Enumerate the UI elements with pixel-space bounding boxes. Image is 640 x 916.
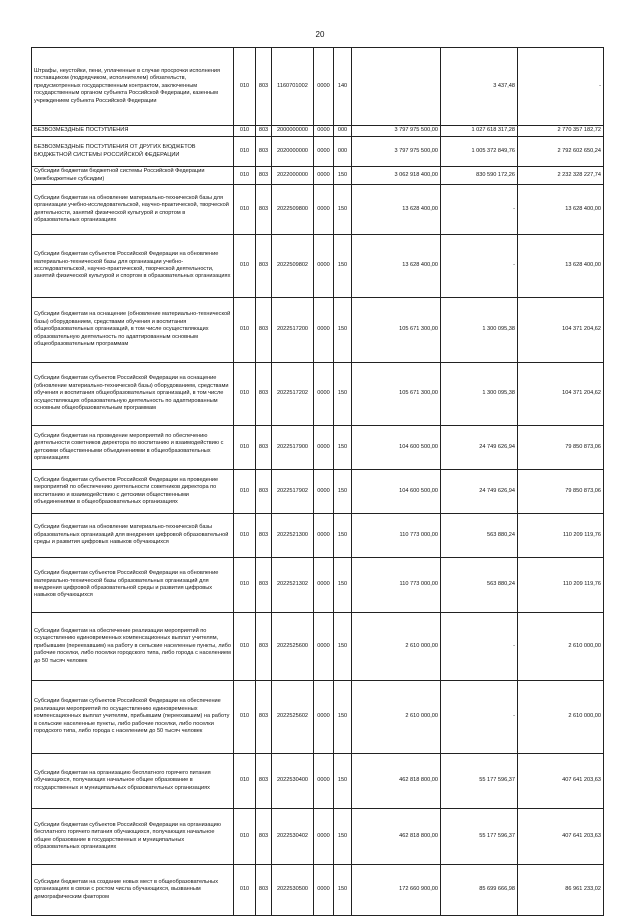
amount-executed: 1 300 095,38 (441, 298, 518, 363)
amount-approved: 13 628 400,00 (352, 235, 441, 298)
amount-unexecuted: 110 209 119,76 (518, 558, 604, 613)
code-program: 0000 (314, 48, 334, 126)
amount-executed: 85 699 666,98 (441, 865, 518, 916)
amount-approved: 104 600 500,00 (352, 426, 441, 470)
code-chapter: 803 (256, 865, 272, 916)
amount-unexecuted: 2 232 328 227,74 (518, 167, 604, 185)
amount-executed: 55 177 596,37 (441, 809, 518, 865)
code-chapter: 803 (256, 470, 272, 514)
code-program: 0000 (314, 298, 334, 363)
amount-approved: 462 818 800,00 (352, 754, 441, 809)
row-name: Субсидии бюджетам субъектов Российской Федерации на проведение мероприятий по обеспечению деятельности советников директора по воспитанию и взаимодействию с детскими общественными объединениями в общеобразовательных организациях (32, 470, 234, 514)
code-economic: 150 (334, 167, 352, 185)
amount-unexecuted: 2 610 000,00 (518, 613, 604, 681)
code-chapter: 803 (256, 514, 272, 558)
code-economic: 150 (334, 613, 352, 681)
code-kbk: 1160701002 (272, 48, 314, 126)
code-economic: 000 (334, 126, 352, 137)
row-name: Субсидии бюджетам на обеспечение реализации мероприятий по осуществлению единовременных компенсационных выплат учителям, прибывшим (переехавшим) на работу в сельские населенные пункты, либо рабочие поселки, либо поселки городского типа, либо города с населением до 50 тысяч человек (32, 613, 234, 681)
code-program: 0000 (314, 185, 334, 235)
code-kbk: 2022517200 (272, 298, 314, 363)
code-kbk: 2022525602 (272, 681, 314, 754)
amount-executed: 1 300 095,38 (441, 363, 518, 426)
code-program: 0000 (314, 363, 334, 426)
code-kbk: 2022509802 (272, 235, 314, 298)
code-economic: 150 (334, 235, 352, 298)
code-admin: 010 (234, 754, 256, 809)
code-chapter: 803 (256, 167, 272, 185)
amount-executed: - (441, 185, 518, 235)
code-chapter: 803 (256, 809, 272, 865)
table-row (32, 126, 604, 137)
code-program: 0000 (314, 681, 334, 754)
code-kbk: 2020000000 (272, 137, 314, 167)
amount-executed: 563 880,24 (441, 558, 518, 613)
code-economic: 150 (334, 754, 352, 809)
amount-unexecuted: 86 961 233,02 (518, 865, 604, 916)
amount-executed: 55 177 596,37 (441, 754, 518, 809)
amount-unexecuted: 2 792 602 650,24 (518, 137, 604, 167)
code-kbk: 2022521300 (272, 514, 314, 558)
amount-unexecuted: 407 641 203,63 (518, 754, 604, 809)
amount-unexecuted: - (518, 48, 604, 126)
code-kbk: 2022509800 (272, 185, 314, 235)
code-program: 0000 (314, 126, 334, 137)
table-row (32, 167, 604, 185)
table-row (32, 426, 604, 470)
table-row (32, 470, 604, 514)
code-admin: 010 (234, 613, 256, 681)
amount-unexecuted: 13 628 400,00 (518, 235, 604, 298)
amount-unexecuted: 2 770 357 182,72 (518, 126, 604, 137)
page-number: 20 (315, 30, 325, 39)
code-chapter: 803 (256, 48, 272, 126)
amount-approved: 3 062 918 400,00 (352, 167, 441, 185)
code-chapter: 803 (256, 681, 272, 754)
amount-approved (352, 48, 441, 126)
code-program: 0000 (314, 613, 334, 681)
code-economic: 150 (334, 681, 352, 754)
amount-executed: 1 027 618 317,28 (441, 126, 518, 137)
code-chapter: 803 (256, 235, 272, 298)
amount-executed: - (441, 235, 518, 298)
amount-unexecuted: 407 641 203,63 (518, 809, 604, 865)
code-economic: 150 (334, 185, 352, 235)
code-admin: 010 (234, 809, 256, 865)
code-chapter: 803 (256, 298, 272, 363)
row-name: БЕЗВОЗМЕЗДНЫЕ ПОСТУПЛЕНИЯ ОТ ДРУГИХ БЮДЖЕТОВ БЮДЖЕТНОЙ СИСТЕМЫ РОССИЙСКОЙ ФЕДЕРАЦИИ (32, 137, 234, 167)
row-name: Субсидии бюджетам субъектов Российской Федерации на организацию бесплатного горячего питания обучающихся, получающих начальное общее образование в государственных и муниципальных образовательных организациях (32, 809, 234, 865)
amount-approved: 3 797 975 500,00 (352, 137, 441, 167)
code-kbk: 2000000000 (272, 126, 314, 137)
amount-approved: 3 797 975 500,00 (352, 126, 441, 137)
amount-approved: 110 773 000,00 (352, 514, 441, 558)
table-row (32, 514, 604, 558)
code-admin: 010 (234, 363, 256, 426)
code-program: 0000 (314, 167, 334, 185)
row-name: Субсидии бюджетам бюджетной системы Российской Федерации (межбюджетные субсидии) (32, 167, 234, 185)
code-kbk: 2022525600 (272, 613, 314, 681)
amount-executed: 24 749 626,94 (441, 470, 518, 514)
amount-executed: 563 880,24 (441, 514, 518, 558)
code-chapter: 803 (256, 363, 272, 426)
amount-executed: 1 005 372 849,76 (441, 137, 518, 167)
code-chapter: 803 (256, 126, 272, 137)
code-kbk: 2022521302 (272, 558, 314, 613)
code-admin: 010 (234, 167, 256, 185)
amount-executed: - (441, 613, 518, 681)
code-admin: 010 (234, 235, 256, 298)
row-name: Субсидии бюджетам на организацию бесплатного горячего питания обучающихся, получающих начальное общее образование в государственных и муниципальных образовательных организациях (32, 754, 234, 809)
code-economic: 000 (334, 137, 352, 167)
code-kbk: 2022530500 (272, 865, 314, 916)
code-chapter: 803 (256, 558, 272, 613)
code-economic: 150 (334, 470, 352, 514)
code-program: 0000 (314, 809, 334, 865)
table-row (32, 613, 604, 681)
code-economic: 150 (334, 363, 352, 426)
amount-unexecuted: 104 371 204,62 (518, 298, 604, 363)
code-kbk: 2022517902 (272, 470, 314, 514)
code-program: 0000 (314, 235, 334, 298)
code-economic: 150 (334, 514, 352, 558)
table-row (32, 681, 604, 754)
table-row (32, 754, 604, 809)
code-admin: 010 (234, 126, 256, 137)
row-name: Субсидии бюджетам на обновление материально-технической базы образовательных организаций для внедрения цифровой образовательной среды и развития цифровых навыков обучающихся (32, 514, 234, 558)
code-program: 0000 (314, 470, 334, 514)
table-row (32, 809, 604, 865)
row-name: Субсидии бюджетам субъектов Российской Федерации на обновление материально-технической базы для организации учебно-исследовательской, научно-практической, творческой деятельности, занятий физической культурой и спортом в образовательных организациях (32, 235, 234, 298)
code-program: 0000 (314, 514, 334, 558)
amount-executed: 830 590 172,26 (441, 167, 518, 185)
amount-approved: 172 660 900,00 (352, 865, 441, 916)
amount-unexecuted: 104 371 204,62 (518, 363, 604, 426)
amount-approved: 2 610 000,00 (352, 681, 441, 754)
code-chapter: 803 (256, 754, 272, 809)
amount-unexecuted: 79 850 873,06 (518, 470, 604, 514)
code-chapter: 803 (256, 185, 272, 235)
amount-unexecuted: 79 850 873,06 (518, 426, 604, 470)
amount-unexecuted: 2 610 000,00 (518, 681, 604, 754)
code-economic: 150 (334, 809, 352, 865)
table-row (32, 865, 604, 916)
row-name: БЕЗВОЗМЕЗДНЫЕ ПОСТУПЛЕНИЯ (32, 126, 234, 137)
code-admin: 010 (234, 865, 256, 916)
row-name: Субсидии бюджетам на обновление материально-технической базы для организации учебно-исследовательской, научно-практической, творческой деятельности, занятий физической культурой и спортом в образовательных организациях (32, 185, 234, 235)
amount-approved: 462 818 800,00 (352, 809, 441, 865)
code-program: 0000 (314, 137, 334, 167)
code-admin: 010 (234, 426, 256, 470)
code-kbk: 2022530402 (272, 809, 314, 865)
code-admin: 010 (234, 298, 256, 363)
code-admin: 010 (234, 681, 256, 754)
amount-approved: 2 610 000,00 (352, 613, 441, 681)
table-row (32, 137, 604, 167)
code-program: 0000 (314, 865, 334, 916)
code-economic: 150 (334, 426, 352, 470)
code-program: 0000 (314, 754, 334, 809)
table-row (32, 558, 604, 613)
code-program: 0000 (314, 426, 334, 470)
row-name: Штрафы, неустойки, пени, уплаченные в случае просрочки исполнения поставщиком (подрядчиком, исполнителем) обязательств, предусмотренных государственным контрактом, заключенным государственным органом субъекта Российской Федерации, казенным учреждением субъекта Российской Федерации (32, 48, 234, 126)
code-admin: 010 (234, 514, 256, 558)
amount-unexecuted: 110 209 119,76 (518, 514, 604, 558)
code-program: 0000 (314, 558, 334, 613)
row-name: Субсидии бюджетам субъектов Российской Федерации на обеспечение реализации мероприятий по осуществлению единовременных компенсационных выплат учителям, прибывшим (переехавшим) на работу в сельские населенные пункты, либо рабочие поселки, либо поселки городского типа, либо города с населением до 50 тысяч человек (32, 681, 234, 754)
row-name: Субсидии бюджетам субъектов Российской Федерации на оснащение (обновление материально-технической базы) оборудованием, средствами обучения и воспитания общеобразовательных организаций, в том числе осуществляющих образовательную деятельность по адаптированным основным общеобразовательным программам (32, 363, 234, 426)
code-kbk: 2022517900 (272, 426, 314, 470)
amount-executed: 24 749 626,94 (441, 426, 518, 470)
row-name: Субсидии бюджетам на оснащение (обновление материально-технической базы) оборудованием, средствами обучения и воспитания общеобразовательных организаций, в том числе осуществляющих образовательную деятельность по адаптированным основным общеобразовательным программам (32, 298, 234, 363)
row-name: Субсидии бюджетам субъектов Российской Федерации на обновление материально-технической базы образовательных организаций для внедрения цифровой образовательной среды и развития цифровых навыков обучающихся (32, 558, 234, 613)
code-kbk: 2022517202 (272, 363, 314, 426)
amount-approved: 104 600 500,00 (352, 470, 441, 514)
table-row (32, 48, 604, 126)
amount-executed: 3 437,48 (441, 48, 518, 126)
table-row (32, 363, 604, 426)
code-chapter: 803 (256, 613, 272, 681)
code-admin: 010 (234, 470, 256, 514)
code-admin: 010 (234, 48, 256, 126)
row-name: Субсидии бюджетам на проведение мероприятий по обеспечению деятельности советников директора по воспитанию и взаимодействию с детскими общественными объединениями в общеобразовательных организациях (32, 426, 234, 470)
amount-approved: 110 773 000,00 (352, 558, 441, 613)
code-economic: 150 (334, 865, 352, 916)
code-admin: 010 (234, 185, 256, 235)
amount-unexecuted: 13 628 400,00 (518, 185, 604, 235)
table-row (32, 298, 604, 363)
code-admin: 010 (234, 558, 256, 613)
code-economic: 150 (334, 298, 352, 363)
table-row (32, 235, 604, 298)
code-kbk: 2022530400 (272, 754, 314, 809)
amount-approved: 105 671 300,00 (352, 363, 441, 426)
code-economic: 140 (334, 48, 352, 126)
budget-table (31, 47, 604, 916)
code-chapter: 803 (256, 137, 272, 167)
amount-approved: 105 671 300,00 (352, 298, 441, 363)
amount-executed: - (441, 681, 518, 754)
code-admin: 010 (234, 137, 256, 167)
table-row (32, 185, 604, 235)
code-economic: 150 (334, 558, 352, 613)
code-kbk: 2022000000 (272, 167, 314, 185)
amount-approved: 13 628 400,00 (352, 185, 441, 235)
row-name: Субсидии бюджетам на создание новых мест в общеобразовательных организациях в связи с ростом числа обучающихся, вызванным демографическим фактором (32, 865, 234, 916)
code-chapter: 803 (256, 426, 272, 470)
